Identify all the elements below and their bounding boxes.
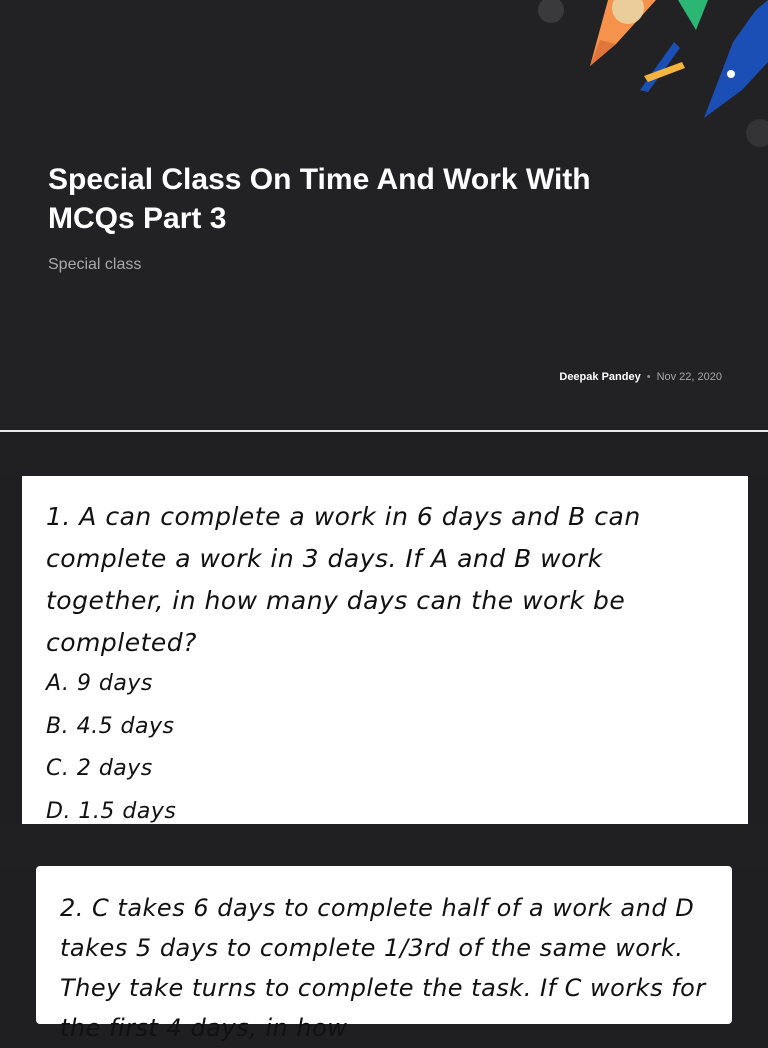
- byline-separator: •: [646, 371, 651, 383]
- question-slide-2: [36, 866, 732, 1042]
- question-slide-1: [22, 476, 748, 824]
- slide-title: Special Class On Time And Work With MCQs Part 3: [48, 163, 591, 235]
- question-2-text: 2. C takes 6 days to complete half of a work and D takes 5 days to complete 1/3rd of the same work. They take turns to complete the task. If C works for the first 4 days, in how: [60, 894, 706, 1042]
- pen-and-pencil-illustration-icon: [528, 0, 768, 160]
- question-1-options: [46, 663, 176, 833]
- slide-divider: [0, 430, 768, 432]
- option-a: A. 9 days: [46, 671, 153, 696]
- option-d: D. 1.5 days: [46, 798, 177, 824]
- option-c: C. 2 days: [46, 756, 153, 781]
- slide-gap: [0, 434, 768, 476]
- slide-gap: [0, 824, 768, 866]
- slide-subtitle: Special class: [48, 256, 142, 273]
- title-slide: [0, 0, 768, 432]
- publish-date: Nov 22, 2020: [656, 371, 722, 383]
- author-name: Deepak Pandey: [559, 371, 641, 383]
- byline: [559, 371, 722, 383]
- option-b: B. 4.5 days: [46, 713, 175, 739]
- question-1-text: 1. A can complete a work in 6 days and B can complete a work in 3 days. If A and B work together, in how many days can the work be completed?: [46, 502, 641, 657]
